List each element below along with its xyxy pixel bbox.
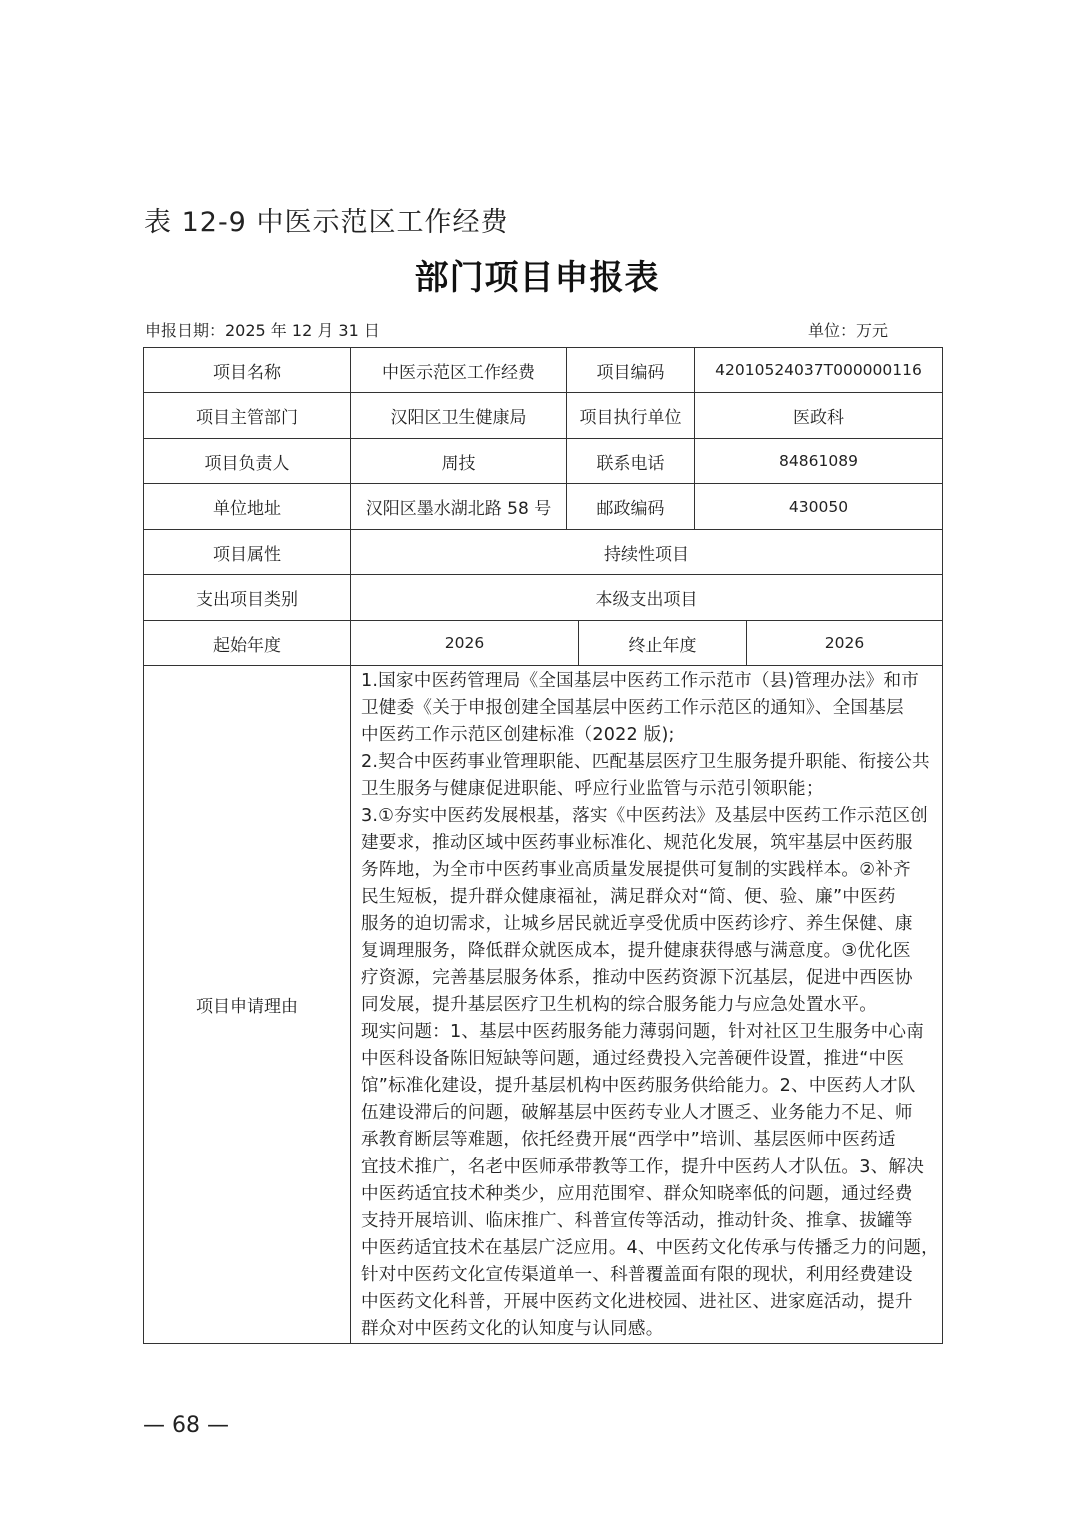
reason-line: 服务的迫切需求，让城乡居民就近享受优质中医药诊疗、养生保健、康 <box>361 914 913 934</box>
owner-value: 周技 <box>351 439 567 484</box>
reason-line: 支持开展培训、临床推广、科普宣传等活动，推动针灸、推拿、拔罐等 <box>361 1211 913 1231</box>
dept-value: 汉阳区卫生健康局 <box>351 393 567 439</box>
reason-line: 疗资源，完善基层服务体系，推动中医药资源下沉基层，促进中西医协 <box>361 968 913 988</box>
reason-line: 3.①夯实中医药发展根基，落实《中医药法》及基层中医药工作示范区创 <box>361 806 928 826</box>
table-row <box>144 393 943 439</box>
reason-line: 1.国家中医药管理局《全国基层中医药工作示范市（县)管理办法》和市 <box>361 671 920 691</box>
page-title: 部门项目申报表 <box>414 258 660 298</box>
project-code-label: 项目编码 <box>567 348 695 393</box>
end-year-value: 2026 <box>747 621 943 666</box>
reason-line: 伍建设滞后的问题，破解基层中医药专业人才匮乏、业务能力不足、师 <box>361 1103 913 1123</box>
reason-line: 2.契合中医药事业管理职能、匹配基层医疗卫生服务提升职能、衔接公共 <box>361 752 930 772</box>
owner-label: 项目负责人 <box>144 439 351 484</box>
reason-lines <box>361 668 938 1343</box>
table-row <box>144 348 943 393</box>
address-value: 汉阳区墨水湖北路 58 号 <box>351 484 567 530</box>
phone-value: 84861089 <box>695 439 943 484</box>
table-number-label: 表 12-9 中医示范区工作经费 <box>144 207 509 238</box>
reason-line: 馆”标准化建设，提升基层机构中医药服务供给能力。2、中医药人才队 <box>361 1076 916 1096</box>
attribute-value: 持续性项目 <box>351 530 943 575</box>
table-row <box>144 575 943 621</box>
project-form-table <box>143 347 943 1344</box>
category-label: 支出项目类别 <box>144 575 351 621</box>
postcode-label: 邮政编码 <box>567 484 695 530</box>
table-row <box>144 530 943 575</box>
project-name-label: 项目名称 <box>144 348 351 393</box>
reason-label: 项目申请理由 <box>144 666 351 1344</box>
reason-line: 中医药工作示范区创建标准（2022 版); <box>361 725 675 745</box>
reason-text <box>351 666 943 1344</box>
table-row <box>144 484 943 530</box>
exec-unit-label: 项目执行单位 <box>567 393 695 439</box>
reason-line: 针对中医药文化宣传渠道单一、科普覆盖面有限的现状，利用经费建设 <box>361 1265 913 1285</box>
unit-label: 单位：万元 <box>808 321 889 340</box>
reason-line: 承教育断层等难题，依托经费开展“西学中”培训、基层医师中医药适 <box>361 1130 896 1150</box>
project-code-value: 42010524037T000000116 <box>695 348 943 393</box>
exec-unit-value: 医政科 <box>695 393 943 439</box>
reason-line: 卫生服务与健康促进职能、呼应行业监管与示范引领职能； <box>361 779 824 799</box>
address-label: 单位地址 <box>144 484 351 530</box>
start-year-label: 起始年度 <box>144 621 351 666</box>
phone-label: 联系电话 <box>567 439 695 484</box>
reason-line: 务阵地，为全市中医药事业高质量发展提供可复制的实践样本。②补齐 <box>361 860 911 880</box>
end-year-label: 终止年度 <box>579 621 747 666</box>
table-row <box>144 666 943 1344</box>
reason-line: 卫健委《关于申报创建全国基层中医药工作示范区的通知》、全国基层 <box>361 698 904 718</box>
reason-line: 复调理服务，降低群众就医成本，提升健康获得感与满意度。③优化医 <box>361 941 911 961</box>
attribute-label: 项目属性 <box>144 530 351 575</box>
reason-line: 中医药适宜技术在基层广泛应用。4、中医药文化传承与传播乏力的问题， <box>361 1238 939 1258</box>
postcode-value: 430050 <box>695 484 943 530</box>
reason-line: 中医药适宜技术种类少，应用范围窄、群众知晓率低的问题，通过经费 <box>361 1184 913 1204</box>
project-name-value: 中医示范区工作经费 <box>351 348 567 393</box>
table-row <box>144 439 943 484</box>
reason-line: 同发展，提升基层医疗卫生机构的综合服务能力与应急处置水平。 <box>361 995 878 1015</box>
page-number: — 68 — <box>143 1413 229 1438</box>
reason-line: 中医科设备陈旧短缺等问题，通过经费投入完善硬件设置，推进“中医 <box>361 1049 905 1069</box>
reason-line: 宜技术推广，名老中医师承带教等工作，提升中医药人才队伍。3、解决 <box>361 1157 925 1177</box>
category-value: 本级支出项目 <box>351 575 943 621</box>
reason-line: 中医药文化科普，开展中医药文化进校园、进社区、进家庭活动，提升 <box>361 1292 913 1312</box>
table-row <box>144 621 943 666</box>
reason-line: 民生短板，提升群众健康福祉，满足群众对“简、便、验、廉”中医药 <box>361 887 896 907</box>
reason-line: 群众对中医药文化的认知度与认同感。 <box>361 1319 664 1339</box>
report-date: 申报日期：2025 年 12 月 31 日 <box>145 321 380 340</box>
dept-label: 项目主管部门 <box>144 393 351 439</box>
reason-line: 建要求，推动区域中医药事业标准化、规范化发展，筑牢基层中医药服 <box>361 833 913 853</box>
reason-line: 现实问题：1、基层中医药服务能力薄弱问题，针对社区卫生服务中心南 <box>361 1022 925 1042</box>
start-year-value: 2026 <box>351 621 579 666</box>
